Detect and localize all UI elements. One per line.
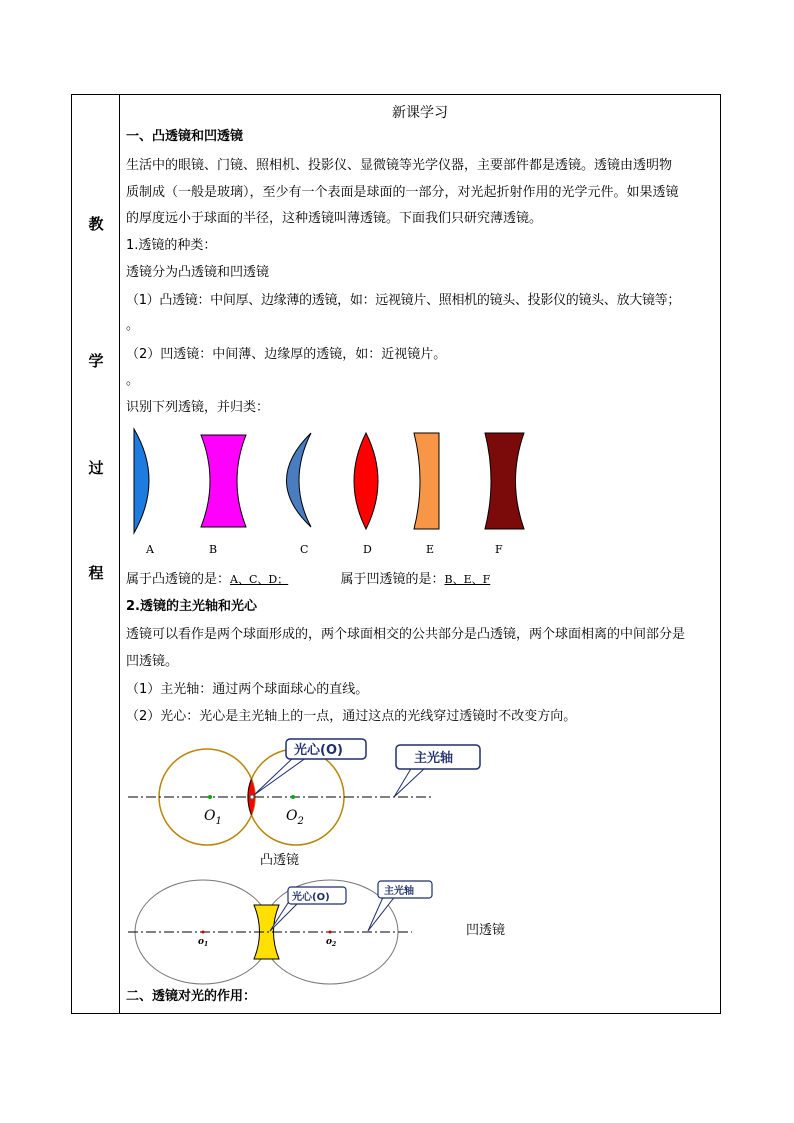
o1-letter: O — [204, 808, 216, 824]
center-o2-dot — [291, 795, 295, 799]
para2-line2: 凹透镜。 — [126, 654, 179, 669]
o2-subscript: 2 — [297, 816, 304, 827]
o1-subscript: 1 — [215, 816, 222, 827]
concave-answer-label: 属于凹透镜的是： — [340, 572, 445, 587]
lesson-table — [71, 94, 721, 1014]
center-callout-pointer — [254, 755, 310, 795]
identify-prompt: 识别下列透镜，并归类： — [126, 400, 270, 415]
types-intro: 透镜分为凸透镜和凹透镜 — [126, 265, 270, 280]
optical-center-definition: （2）光心：光心是主光轴上的一点，通过这点的光线穿过透镜时不改变方向。 — [126, 709, 577, 724]
lens-label-b: B — [209, 543, 218, 556]
svg-text:o1 — [198, 937, 208, 948]
o1-subscript-2: 1 — [204, 941, 209, 948]
lens-figure — [120, 425, 720, 565]
para1-line2: 质制成（一般是玻璃），至少有一个表面是球面的一部分，对光起折射作用的光学元件。如果透镜 — [126, 185, 679, 200]
o2-letter: O — [286, 808, 298, 824]
content-column — [120, 95, 720, 1013]
answer-line — [126, 570, 716, 590]
axis-callout-text-2: 主光轴 — [384, 886, 414, 897]
axis-callout-pointer-2 — [368, 895, 396, 931]
optical-center-dot — [250, 795, 254, 799]
lens-f-shape — [485, 433, 524, 529]
concave-answer: B、E、F — [444, 573, 491, 586]
lens-label-d: D — [363, 543, 372, 556]
axis-callout-pointer — [394, 767, 426, 797]
convex-definition: （1）凸透镜：中间厚、边缘薄的透镜，如：远视镜片、照相机的镜头、投影仪的镜头、放大镜等； — [126, 293, 681, 308]
lens-label-f: F — [495, 543, 503, 556]
lens-label-e: E — [426, 543, 435, 556]
sub-heading-1: 1.透镜的种类： — [126, 238, 217, 253]
center-o1-dot-2 — [202, 931, 205, 934]
svg-text:O2 — [286, 808, 304, 827]
concave-caption: 凹透镜 — [466, 923, 506, 938]
period-1: 。 — [126, 318, 140, 333]
axis-definition: （1）主光轴：通过两个球面球心的直线。 — [126, 682, 369, 697]
para2-line1: 透镜可以看作是两个球面形成的，两个球面相交的公共部分是凸透镜，两个球面相离的中间部分是 — [126, 627, 686, 642]
center-callout-text: 光心(O) — [294, 743, 343, 758]
heading-2: 2.透镜的主光轴和光心 — [126, 599, 257, 614]
lens-e-shape — [414, 433, 439, 529]
center-o1-dot — [208, 795, 212, 799]
center-callout-text-2: 光心(O) — [292, 892, 330, 903]
o2-letter-2: o — [326, 937, 333, 947]
period-2: 。 — [126, 373, 140, 388]
lens-label-a: A — [146, 543, 154, 556]
o2-subscript-2: 2 — [332, 941, 337, 948]
svg-text:o2 — [326, 937, 336, 948]
lens-label-c: C — [300, 543, 309, 556]
para1-line3: 的厚度远小于球面的半径，这种透镜叫薄透镜。下面我们只研究薄透镜。 — [126, 211, 543, 226]
left-column — [72, 95, 120, 1013]
svg-text:O1 — [204, 808, 222, 827]
convex-answer-label: 属于凸透镜的是： — [126, 572, 231, 587]
o1-letter-2: o — [198, 937, 205, 947]
axis-callout-text: 主光轴 — [414, 751, 454, 766]
convex-caption: 凸透镜 — [260, 853, 300, 868]
lens-b-shape — [201, 435, 246, 527]
left-char-2: 学 — [88, 352, 104, 370]
left-char-4: 程 — [88, 564, 104, 582]
left-char-3: 过 — [88, 459, 104, 477]
concave-definition: （2）凹透镜：中间薄、边缘厚的透镜，如：近视镜片。 — [126, 347, 447, 362]
heading-1: 一、凸透镜和凹透镜 — [126, 129, 244, 144]
lens-a-shape — [134, 429, 149, 533]
section-title: 新课学习 — [392, 105, 448, 121]
lens-c-shape — [287, 433, 312, 527]
center-o2-dot-2 — [329, 931, 332, 934]
para1-line1: 生活中的眼镜、门镜、照相机、投影仪、显微镜等光学仪器，主要部件都是透镜。透镜由透明物 — [126, 158, 673, 173]
lens-d-shape — [354, 433, 378, 529]
heading-3: 二、透镜对光的作用： — [126, 989, 257, 1004]
convex-answer: A、C、D； — [230, 573, 289, 586]
left-char-1: 教 — [88, 215, 104, 233]
